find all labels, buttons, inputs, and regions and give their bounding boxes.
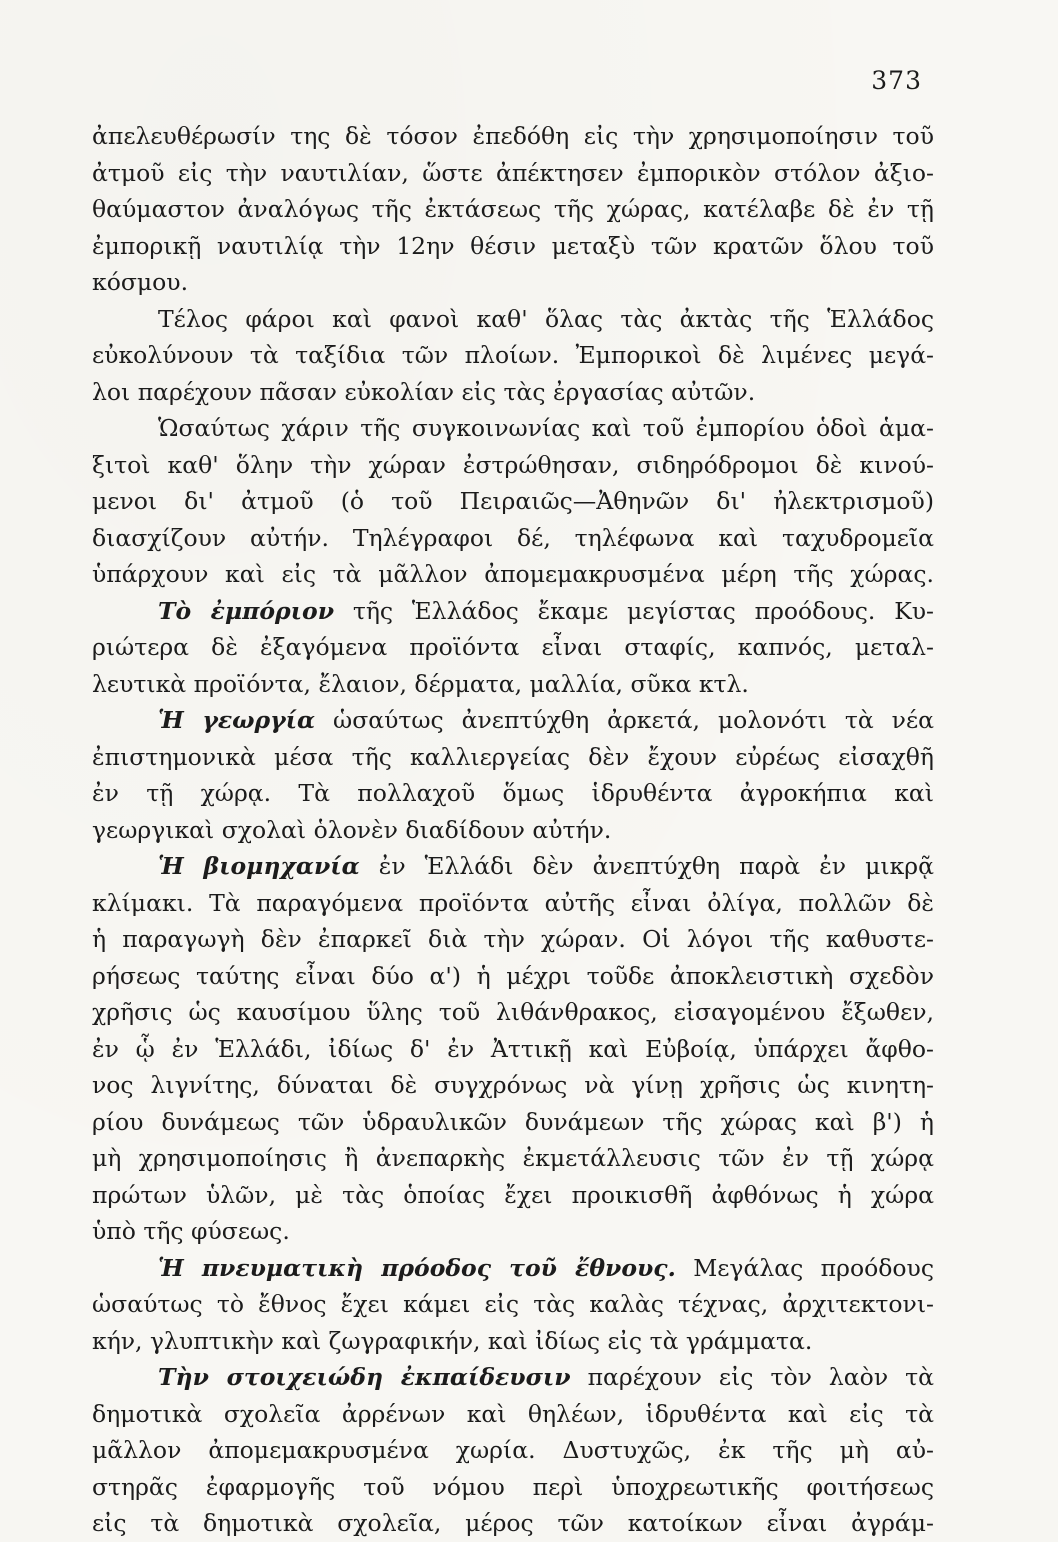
line-text: θαύμαστον ἀναλόγως τῆς ἐκτάσεως τῆς χώρας, κατέλαβε δὲ ἐν τῇ bbox=[92, 195, 934, 223]
line-text: παρέχουν εἰς τὸν λαὸν τὰ bbox=[570, 1363, 934, 1391]
line-text: ριώτερα δὲ ἐξαγόμενα προϊόντα εἶναι σταφίς, καπνός, μεταλ- bbox=[92, 633, 934, 661]
line-text: διασχίζουν αὐτήν. Τηλέγραφοι δέ, τηλέφωνα καὶ ταχυδρομεῖα bbox=[92, 523, 934, 552]
line-text: νος λιγνίτης, δύναται δὲ συγχρόνως νὰ γίνῃ χρῆσις ὡς κινητη- bbox=[92, 1071, 934, 1099]
section-heading: Ἡ γεωργία bbox=[158, 706, 316, 734]
text-line bbox=[92, 1104, 934, 1141]
text-line bbox=[92, 1396, 934, 1433]
line-text: μᾶλλον ἀπομεμακρυσμένα χωρία. Δυστυχῶς, ἐκ τῆς μὴ αὐ- bbox=[92, 1436, 934, 1464]
text-line bbox=[92, 118, 934, 155]
text-line bbox=[92, 848, 934, 885]
text-line bbox=[92, 447, 934, 484]
section-heading: Ἡ βιομηχανία bbox=[158, 852, 360, 880]
line-text: τῆς Ἑλλάδος ἔκαμε μεγίστας προόδους. Κυ- bbox=[334, 596, 934, 625]
section-heading: Τὴν στοιχειώδη ἐκπαίδευσιν bbox=[158, 1363, 571, 1391]
text-line bbox=[92, 301, 934, 338]
text-line bbox=[92, 483, 934, 520]
line-text: ἐμπορικῇ ναυτιλίᾳ τὴν 12ην θέσιν μεταξὺ τῶν κρατῶν ὅλου τοῦ bbox=[92, 231, 934, 260]
text-line bbox=[92, 958, 934, 995]
line-text: ἐν Ἑλλάδι δὲν ἀνεπτύχθη παρὰ ἐν μικρᾷ bbox=[359, 852, 934, 880]
line-text: λευτικὰ προϊόντα, ἔλαιον, δέρματα, μαλλία, σῦκα κτλ. bbox=[92, 669, 749, 698]
text-line bbox=[92, 885, 934, 922]
text-line bbox=[92, 337, 934, 374]
line-text: πρώτων ὑλῶν, μὲ τὰς ὁποίας ἔχει προικισθῆ ἀφθόνως ἡ χώρα bbox=[92, 1180, 934, 1209]
line-text: δημοτικὰ σχολεῖα ἀρρένων καὶ θηλέων, ἱδρυθέντα καὶ εἰς τὰ bbox=[92, 1399, 934, 1428]
line-text: ὡσαύτως ἀνεπτύχθη ἀρκετά, μολονότι τὰ νέα bbox=[315, 706, 935, 734]
text-line bbox=[92, 410, 934, 447]
text-line bbox=[92, 593, 934, 630]
line-text: ρήσεως ταύτης εἶναι δύο α') ἡ μέχρι τοῦδε ἀποκλειστικὴ σχεδὸν bbox=[92, 961, 934, 990]
text-line bbox=[92, 1250, 934, 1287]
line-text: κόσμου. bbox=[92, 268, 189, 296]
text-line bbox=[92, 556, 934, 593]
line-text: ἀτμοῦ εἰς τὴν ναυτιλίαν, ὥστε ἀπέκτησεν ἐμπορικὸν στόλον ἀξιο- bbox=[92, 158, 934, 187]
section-heading: Ἡ πνευματικὴ πρόοδος τοῦ ἔθνους. bbox=[158, 1253, 676, 1282]
body-text bbox=[92, 118, 934, 1542]
text-line bbox=[92, 1432, 934, 1469]
line-text: ξιτοὶ καθ' ὅλην τὴν χώραν ἐστρώθησαν, σιδηρόδρομοι δὲ κινού- bbox=[92, 450, 934, 479]
line-text: ἡ παραγωγὴ δὲν ἐπαρκεῖ διὰ τὴν χώραν. Οἱ λόγοι τῆς καθυστε- bbox=[92, 925, 934, 953]
text-line bbox=[92, 191, 934, 228]
line-text: χρῆσις ὡς καυσίμου ὕλης τοῦ λιθάνθρακος, εἰσαγομένου ἔξωθεν, bbox=[92, 998, 934, 1026]
line-text: στηρᾶς ἐφαρμογῆς τοῦ νόμου περὶ ὑποχρεωτικῆς φοιτήσεως bbox=[92, 1472, 934, 1501]
line-text: λοι παρέχουν πᾶσαν εὐκολίαν εἰς τὰς ἐργασίας αὐτῶν. bbox=[92, 377, 756, 406]
text-line bbox=[92, 666, 934, 703]
text-line bbox=[92, 921, 934, 958]
text-line bbox=[92, 1359, 934, 1396]
text-line bbox=[92, 1286, 934, 1323]
line-text: ἐν τῇ χώρᾳ. Τὰ πολλαχοῦ ὅμως ἱδρυθέντα ἀγροκήπια καὶ bbox=[92, 779, 934, 807]
line-text: ὡσαύτως τὸ ἔθνος ἔχει κάμει εἰς τὰς καλὰς τέχνας, ἀρχιτεκτονι- bbox=[92, 1290, 934, 1318]
text-line bbox=[92, 1140, 934, 1177]
text-line bbox=[92, 1177, 934, 1214]
text-line bbox=[92, 775, 934, 812]
text-line bbox=[92, 1323, 934, 1360]
text-line bbox=[92, 264, 934, 301]
line-text: ἀπελευθέρωσίν της δὲ τόσον ἐπεδόθη εἰς τὴν χρησιμοποίησιν τοῦ bbox=[92, 122, 934, 150]
text-line bbox=[92, 1031, 934, 1068]
text-line bbox=[92, 155, 934, 192]
line-text: ὑπὸ τῆς φύσεως. bbox=[92, 1217, 290, 1245]
text-line bbox=[92, 994, 934, 1031]
text-line bbox=[92, 228, 934, 265]
text-line bbox=[92, 629, 934, 666]
line-text: εἰς τὰ δημοτικὰ σχολεῖα, μέρος τῶν κατοίκων εἶναι ἀγράμ- bbox=[92, 1509, 934, 1537]
text-line bbox=[92, 739, 934, 776]
section-heading: Τὸ ἐμπόριον bbox=[158, 596, 335, 625]
line-text: ὑπάρχουν καὶ εἰς τὰ μᾶλλον ἀπομεμακρυσμένα μέρη τῆς χώρας. bbox=[92, 560, 934, 588]
text-line bbox=[92, 520, 934, 557]
line-text: ρίου δυνάμεως τῶν ὑδραυλικῶν δυνάμεων τῆς χώρας καὶ β') ἡ bbox=[92, 1107, 934, 1136]
line-text: εὐκολύνουν τὰ ταξίδια τῶν πλοίων. Ἐμπορικοὶ δὲ λιμένες μεγά- bbox=[92, 341, 934, 369]
line-text: Μεγάλας προόδους bbox=[675, 1253, 934, 1282]
line-text: Ὡσαύτως χάριν τῆς συγκοινωνίας καὶ τοῦ ἐμπορίου ὁδοὶ ἁμα- bbox=[158, 414, 934, 442]
text-line bbox=[92, 1505, 934, 1542]
text-line bbox=[92, 374, 934, 411]
line-text: ἐπιστημονικὰ μέσα τῆς καλλιεργείας δὲν ἔχουν εὐρέως εἰσαχθῆ bbox=[92, 742, 934, 771]
line-text: ἐν ᾧ ἐν Ἑλλάδι, ἰδίως δ' ἐν Ἀττικῇ καὶ Εὐβοίᾳ, ὑπάρχει ἄφθο- bbox=[92, 1034, 934, 1063]
text-line bbox=[92, 1213, 934, 1250]
page-number: 373 bbox=[871, 66, 922, 95]
line-text: γεωργικαὶ σχολαὶ ὁλονὲν διαδίδουν αὐτήν. bbox=[92, 815, 612, 844]
line-text: μενοι δι' ἀτμοῦ (ὁ τοῦ Πειραιῶς—Ἀθηνῶν δι' ἠλεκτρισμοῦ) bbox=[92, 487, 934, 515]
text-line bbox=[92, 702, 934, 739]
line-text: μὴ χρησιμοποίησις ἢ ἀνεπαρκὴς ἐκμετάλλευσις τῶν ἐν τῇ χώρᾳ bbox=[92, 1144, 934, 1172]
line-text: κλίμακι. Τὰ παραγόμενα προϊόντα αὐτῆς εἶναι ὀλίγα, πολλῶν δὲ bbox=[92, 888, 934, 917]
text-line bbox=[92, 1067, 934, 1104]
line-text: κήν, γλυπτικὴν καὶ ζωγραφικήν, καὶ ἰδίως εἰς τὰ γράμματα. bbox=[92, 1326, 813, 1355]
line-text: Τέλος φάροι καὶ φανοὶ καθ' ὅλας τὰς ἀκτὰς τῆς Ἑλλάδος bbox=[158, 304, 934, 333]
text-line bbox=[92, 812, 934, 849]
